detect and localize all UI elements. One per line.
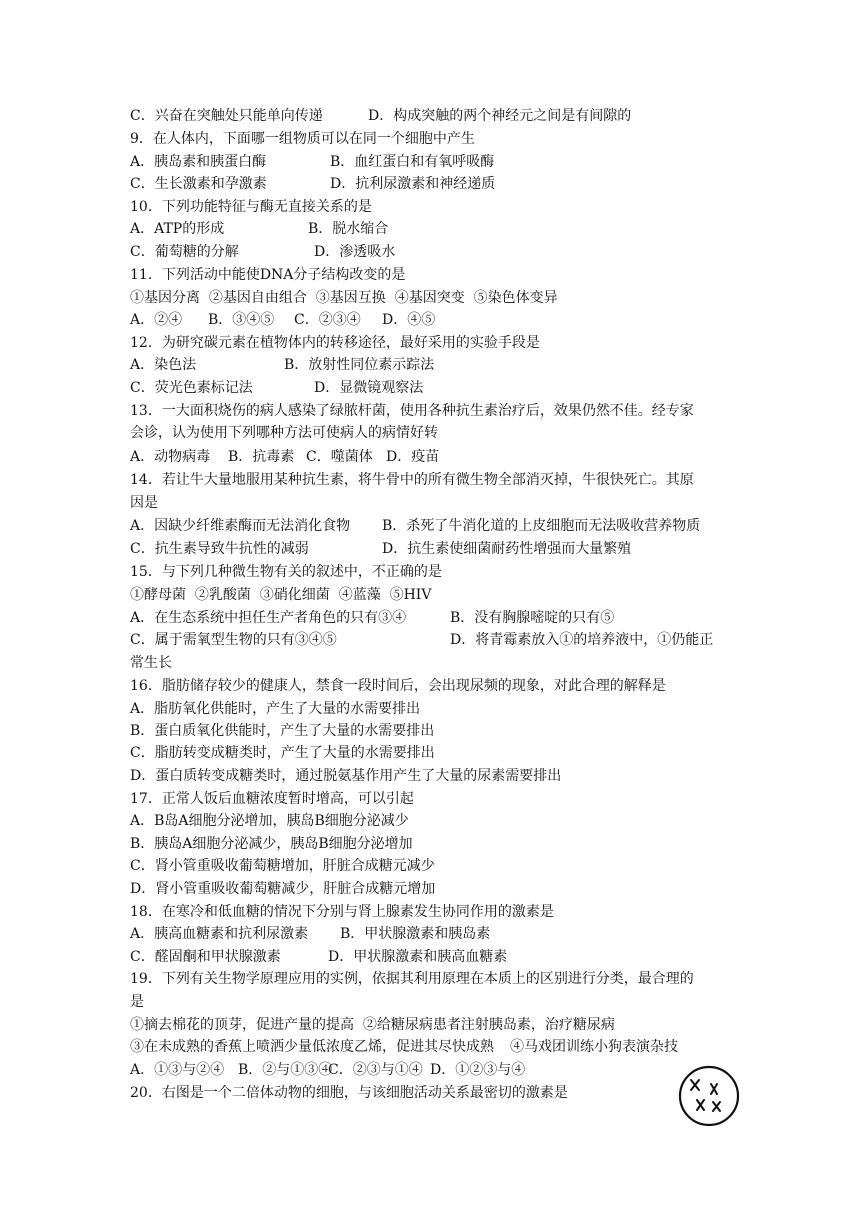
text-line-l16 (130, 448, 750, 466)
text-segment: D．显微镜观察法 (314, 380, 424, 396)
text-line-l24 (130, 631, 750, 649)
text-segment: C．兴奋在突触处只能单向传递 (130, 108, 323, 124)
text-segment: D．肾小管重吸收葡萄糖减少，肝脏合成糖元增加 (130, 881, 436, 897)
text-line-l09 (130, 289, 750, 307)
text-line-l38 (130, 948, 750, 966)
text-segment: 会诊，认为使用下列哪种方法可使病人的病情好转 (130, 425, 438, 441)
text-line-l36 (130, 903, 750, 921)
text-segment: 10．下列功能特征与酶无直接关系的是 (130, 199, 372, 215)
text-segment: 17．正常人饭后血糖浓度暂时增高，可以引起 (130, 791, 414, 807)
text-segment: 9．在人体内，下面哪一组物质可以在同一个细胞中产生 (130, 131, 475, 147)
text-segment: D．将青霉素放入①的培养液中，①仍能正 (450, 632, 714, 648)
text-segment: B．杀死了牛消化道的上皮细胞而无法吸收营养物质 (382, 518, 701, 534)
text-segment: A．动物病毒 (130, 449, 211, 465)
text-line-l22 (130, 586, 750, 604)
text-segment: C．醛固酮和甲状腺激素 (130, 949, 281, 965)
text-line-l41 (130, 1016, 750, 1034)
text-segment: D．抗利尿激素和神经递质 (330, 176, 496, 192)
text-segment: B．脱水缩合 (308, 221, 389, 237)
text-segment: B．③④⑤ (208, 312, 275, 328)
text-segment: 是 (130, 994, 144, 1010)
text-segment: A．胰岛素和胰蛋白酶 (130, 154, 267, 170)
chromosome-4 (713, 1102, 720, 1111)
text-line-l32 (130, 812, 750, 830)
text-segment: ①基因分离 ②基因自由组合 ③基因互换 ④基因突变 ⑤染色体变异 (130, 290, 558, 306)
text-line-l39 (130, 970, 750, 988)
text-segment: D．抗生素使细菌耐药性增强而大量繁殖 (382, 541, 632, 557)
chromosome-3 (697, 1100, 704, 1110)
text-line-l33 (130, 835, 750, 853)
text-segment: D．甲状腺激素和胰高血糖素 (328, 949, 508, 965)
text-segment: A．染色法 (130, 357, 197, 373)
text-segment: C．脂肪转变成糖类时，产生了大量的水需要排出 (130, 745, 435, 761)
text-segment: B．蛋白质氧化供能时，产生了大量的水需要排出 (130, 723, 435, 739)
text-segment: ①摘去棉花的顶芽，促进产量的提高 ②给糖尿病患者注射胰岛素，治疗糖尿病 (130, 1017, 615, 1033)
text-segment: 因是 (130, 495, 158, 511)
text-segment: D．①②③与④ (430, 1062, 526, 1078)
text-segment: 18．在寒冷和低血糖的情况下分别与肾上腺素发生协同作用的激素是 (130, 904, 554, 920)
text-line-l21 (130, 563, 750, 581)
text-segment: 15．与下列几种微生物有关的叙述中，不正确的是 (130, 564, 442, 580)
text-segment: 16．脂肪储存较少的健康人，禁食一段时间后，会出现尿频的现象，对此合理的解释是 (130, 678, 666, 694)
chromosome-2 (711, 1084, 717, 1094)
text-line-l08 (130, 266, 750, 284)
text-line-l15 (130, 424, 750, 442)
text-segment: A．因缺少纤维素酶而无法消化食物 (130, 518, 351, 534)
text-line-l02 (130, 130, 750, 148)
text-line-l42 (130, 1038, 750, 1056)
text-segment: B．甲状腺激素和胰岛素 (340, 926, 491, 942)
text-segment: 11．下列活动中能使DNA分子结构改变的是 (130, 267, 406, 283)
text-line-l40 (130, 993, 750, 1011)
text-segment: A．ATP的形成 (130, 221, 225, 237)
cell-diagram-icon (677, 1064, 741, 1128)
text-line-l29 (130, 744, 750, 762)
text-line-l05 (130, 198, 750, 216)
text-line-l20 (130, 540, 750, 558)
text-segment: B．放射性同位素示踪法 (284, 357, 435, 373)
text-line-l04 (130, 175, 750, 193)
text-segment: B．②与①③④ (238, 1062, 333, 1078)
text-line-l44 (130, 1084, 750, 1102)
text-segment: D．构成突触的两个神经元之间是有间隙的 (368, 108, 632, 124)
text-line-l28 (130, 722, 750, 740)
text-line-l34 (130, 857, 750, 875)
text-line-l19 (130, 517, 750, 535)
text-line-l07 (130, 243, 750, 261)
text-line-l01 (130, 107, 750, 125)
text-segment: D．疫苗 (386, 449, 440, 465)
text-line-l11 (130, 334, 750, 352)
text-segment: B．抗毒素 (228, 449, 295, 465)
text-segment: 13．一大面积烧伤的病人感染了绿脓杆菌，使用各种抗生素治疗后，效果仍然不佳。经专家 (130, 403, 694, 419)
text-line-l13 (130, 379, 750, 397)
text-line-l25 (130, 654, 750, 672)
text-segment: A．②④ (130, 312, 183, 328)
text-segment: 19．下列有关生物学原理应用的实例，依据其利用原理在本质上的区别进行分类，最合理的 (130, 971, 694, 987)
text-segment: ④马戏团训练小狗表演杂技 (510, 1039, 678, 1055)
text-line-l14 (130, 402, 750, 420)
text-line-l31 (130, 790, 750, 808)
text-segment: C．葡萄糖的分解 (130, 244, 239, 260)
text-line-l35 (130, 880, 750, 898)
text-segment: C．②③④ (294, 312, 361, 328)
text-line-l23 (130, 609, 750, 627)
text-line-l18 (130, 494, 750, 512)
text-line-l26 (130, 677, 750, 695)
text-line-l03 (130, 153, 750, 171)
text-segment: A．B岛A细胞分泌增加，胰岛B细胞分泌减少 (130, 813, 409, 829)
text-line-l30 (130, 767, 750, 785)
text-segment: B．没有胸腺嘧啶的只有⑤ (450, 610, 615, 626)
text-line-l43 (130, 1061, 750, 1079)
text-segment: A．在生态系统中担任生产者角色的只有③④ (130, 610, 407, 626)
text-segment: ③在未成熟的香蕉上喷洒少量低浓度乙烯，促进其尽快成熟 (130, 1039, 494, 1055)
text-segment: A．脂肪氧化供能时，产生了大量的水需要排出 (130, 701, 421, 717)
text-line-l10 (130, 311, 750, 329)
chromosome-1 (691, 1080, 699, 1090)
text-segment: D．蛋白质转变成糖类时，通过脱氨基作用产生了大量的尿素需要排出 (130, 768, 562, 784)
text-segment: B．血红蛋白和有氧呼吸酶 (330, 154, 495, 170)
text-segment: D．渗透吸水 (314, 244, 396, 260)
text-segment: 12．为研究碳元素在植物体内的转移途径，最好采用的实验手段是 (130, 335, 540, 351)
text-line-l27 (130, 700, 750, 718)
text-segment: C．抗生素导致牛抗性的减弱 (130, 541, 309, 557)
text-segment: C．②③与①④ (328, 1062, 423, 1078)
text-line-l06 (130, 220, 750, 238)
text-segment: ①酵母菌 ②乳酸菌 ③硝化细菌 ④蓝藻 ⑤HIV (130, 587, 432, 603)
text-segment: A．①③与②④ (130, 1062, 225, 1078)
text-line-l17 (130, 471, 750, 489)
text-segment: 20．右图是一个二倍体动物的细胞，与该细胞活动关系最密切的激素是 (130, 1085, 568, 1101)
text-line-l37 (130, 925, 750, 943)
text-segment: C．生长激素和孕激素 (130, 176, 267, 192)
text-segment: C．肾小管重吸收葡萄糖增加，肝脏合成糖元减少 (130, 858, 435, 874)
text-segment: C．荧光色素标记法 (130, 380, 253, 396)
text-segment: D．④⑤ (382, 312, 436, 328)
text-segment: 14．若让牛大量地服用某种抗生素，将牛骨中的所有微生物全部消灭掉，牛很快死亡。其原 (130, 472, 694, 488)
text-line-l12 (130, 356, 750, 374)
cell-membrane (680, 1067, 738, 1125)
text-segment: C．属于需氧型生物的只有③④⑤ (130, 632, 337, 648)
text-segment: A．胰高血糖素和抗利尿激素 (130, 926, 309, 942)
text-segment: B．胰岛A细胞分泌减少，胰岛B细胞分泌增加 (130, 836, 413, 852)
text-segment: C．噬菌体 (306, 449, 373, 465)
text-segment: 常生长 (130, 655, 172, 671)
